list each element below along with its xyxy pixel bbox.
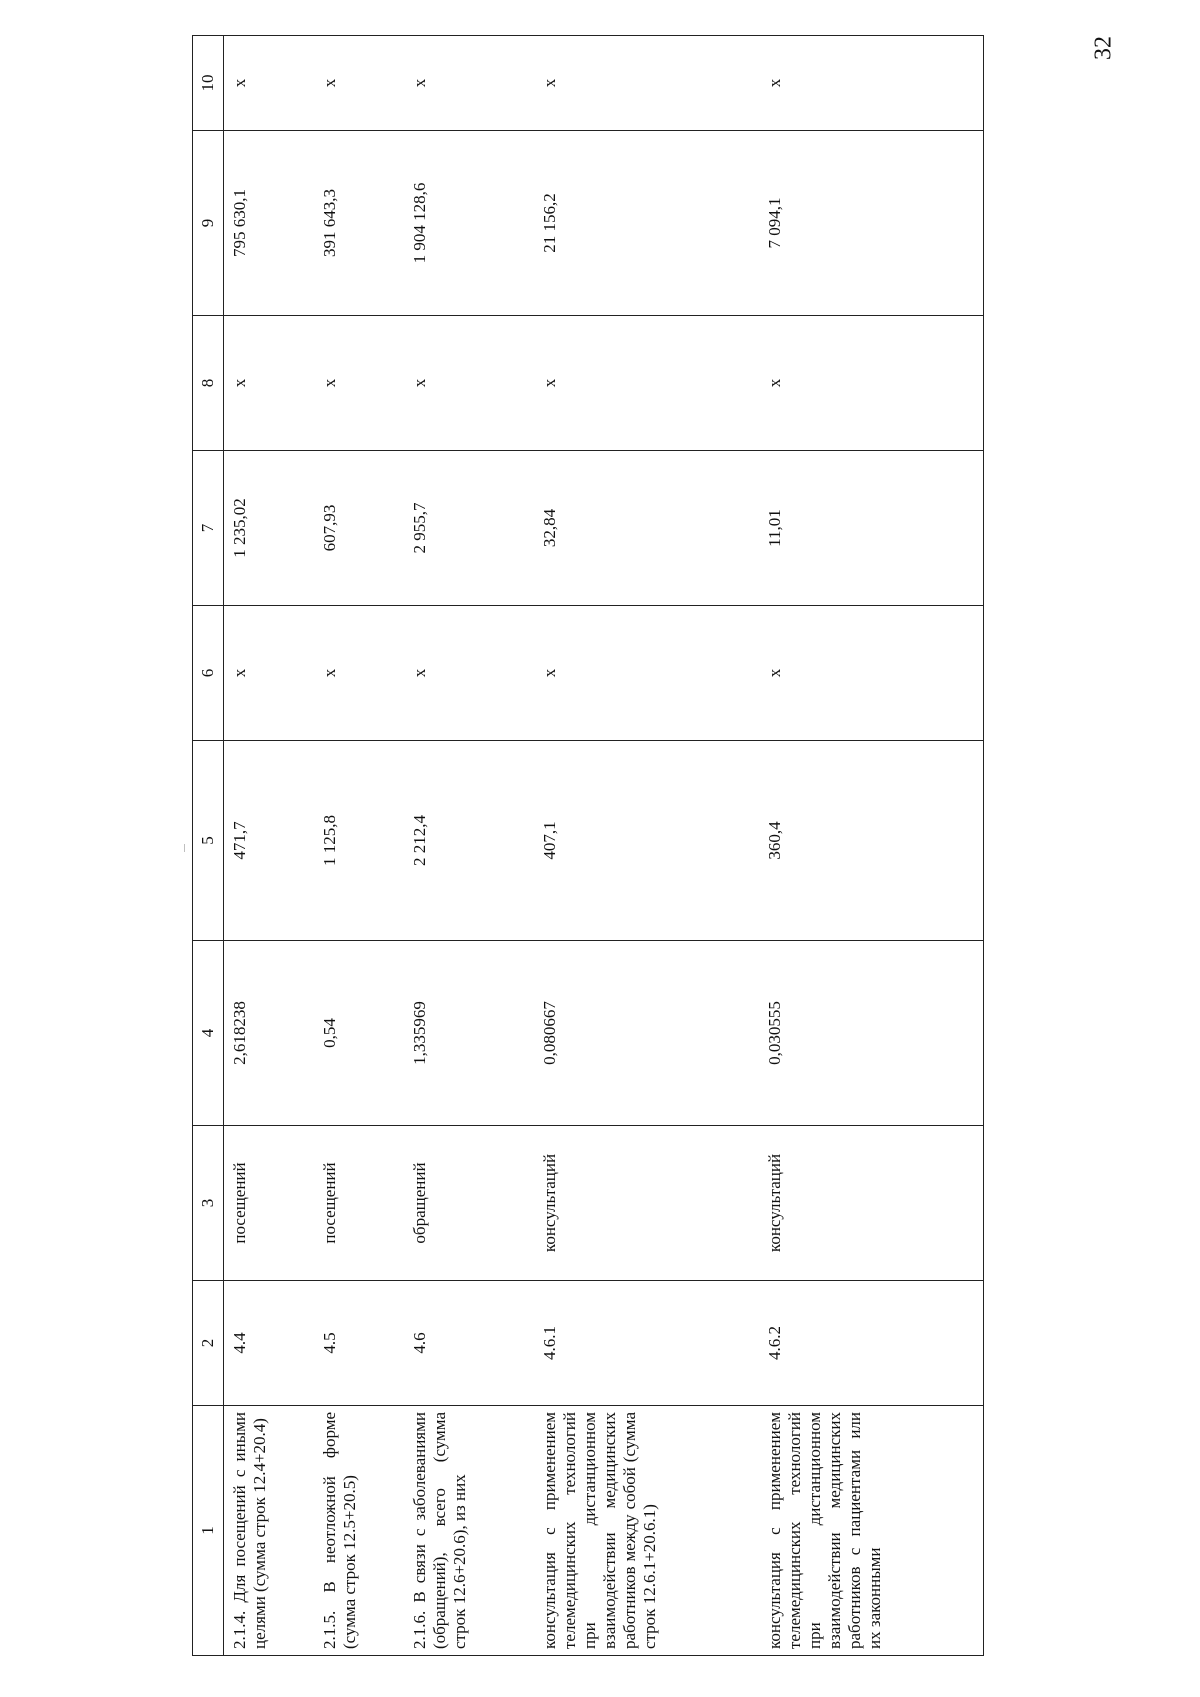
rotated-table-wrapper xyxy=(192,36,992,1656)
row-total-cost: 795 630,1 xyxy=(224,131,314,316)
row-line-number: 4.5 xyxy=(314,1281,404,1406)
row-description: 2.1.5. В неотложной форме (сумма строк 12.5+20.5) xyxy=(314,1406,404,1656)
row-description: 2.1.6. В связи с заболеваниями (обращений), всего (сумма строк 12.6+20.6), из них xyxy=(404,1406,534,1656)
row-col10-mark: x xyxy=(224,36,314,131)
row-col6-mark: x xyxy=(759,606,984,741)
table-row xyxy=(314,36,404,1656)
table-row xyxy=(224,36,314,1656)
row-unit: консультаций xyxy=(759,1126,984,1281)
row-line-number: 4.4 xyxy=(224,1281,314,1406)
row-description: консультация с применением телемедицинских технологий при дистанционном взаимодействии медицинских работников с пациентами или их законными xyxy=(759,1406,984,1656)
row-per-capita: 11,01 xyxy=(759,451,984,606)
row-cost-norm: 2 212,4 xyxy=(404,741,534,941)
row-per-capita: 2 955,7 xyxy=(404,451,534,606)
row-line-number: 4.6 xyxy=(404,1281,534,1406)
column-header-1: 1 xyxy=(193,1406,224,1656)
row-col8-mark: x xyxy=(759,316,984,451)
row-volume-norm: 0,54 xyxy=(314,941,404,1126)
row-cost-norm: 360,4 xyxy=(759,741,984,941)
row-volume-norm: 1,335969 xyxy=(404,941,534,1126)
row-description: консультация с применением телемедицинских технологий при дистанционном взаимодействии медицинских работников между собой (сумма строк 12.6.1+20.6.1) xyxy=(534,1406,759,1656)
row-total-cost: 21 156,2 xyxy=(534,131,759,316)
row-per-capita: 32,84 xyxy=(534,451,759,606)
column-header-4: 4 xyxy=(193,941,224,1126)
table-row xyxy=(759,36,984,1656)
column-header-7: 7 xyxy=(193,451,224,606)
row-total-cost: 7 094,1 xyxy=(759,131,984,316)
row-unit: посещений xyxy=(224,1126,314,1281)
row-col6-mark: x xyxy=(224,606,314,741)
row-line-number: 4.6.2 xyxy=(759,1281,984,1406)
table-row xyxy=(404,36,534,1656)
row-unit: посещений xyxy=(314,1126,404,1281)
row-cost-norm: 1 125,8 xyxy=(314,741,404,941)
row-col10-mark: x xyxy=(534,36,759,131)
row-per-capita: 607,93 xyxy=(314,451,404,606)
row-col8-mark: x xyxy=(314,316,404,451)
row-unit: консультаций xyxy=(534,1126,759,1281)
row-col6-mark: x xyxy=(404,606,534,741)
header-row xyxy=(193,36,224,1656)
row-col6-mark: x xyxy=(534,606,759,741)
column-header-2: 2 xyxy=(193,1281,224,1406)
row-volume-norm: 2,618238 xyxy=(224,941,314,1126)
row-per-capita: 1 235,02 xyxy=(224,451,314,606)
column-header-6: 6 xyxy=(193,606,224,741)
row-col10-mark: x xyxy=(759,36,984,131)
column-header-9: 9 xyxy=(193,131,224,316)
column-header-10: 10 xyxy=(193,36,224,131)
row-description: 2.1.4. Для посещений с иными целями (сумма строк 12.4+20.4) xyxy=(224,1406,314,1656)
row-col8-mark: x xyxy=(404,316,534,451)
row-volume-norm: 0,080667 xyxy=(534,941,759,1126)
row-cost-norm: 471,7 xyxy=(224,741,314,941)
page-number: 32 xyxy=(1090,36,1117,60)
row-unit: обращений xyxy=(404,1126,534,1281)
row-line-number: 4.6.1 xyxy=(534,1281,759,1406)
scan-mark xyxy=(184,844,185,852)
column-header-5: 5 xyxy=(193,741,224,941)
row-cost-norm: 407,1 xyxy=(534,741,759,941)
row-col8-mark: x xyxy=(534,316,759,451)
row-col10-mark: x xyxy=(314,36,404,131)
column-header-8: 8 xyxy=(193,316,224,451)
row-col6-mark: x xyxy=(314,606,404,741)
column-header-3: 3 xyxy=(193,1126,224,1281)
row-total-cost: 1 904 128,6 xyxy=(404,131,534,316)
row-col10-mark: x xyxy=(404,36,534,131)
financing-table xyxy=(192,35,984,1656)
row-col8-mark: x xyxy=(224,316,314,451)
row-volume-norm: 0,030555 xyxy=(759,941,984,1126)
table-row xyxy=(534,36,759,1656)
row-total-cost: 391 643,3 xyxy=(314,131,404,316)
